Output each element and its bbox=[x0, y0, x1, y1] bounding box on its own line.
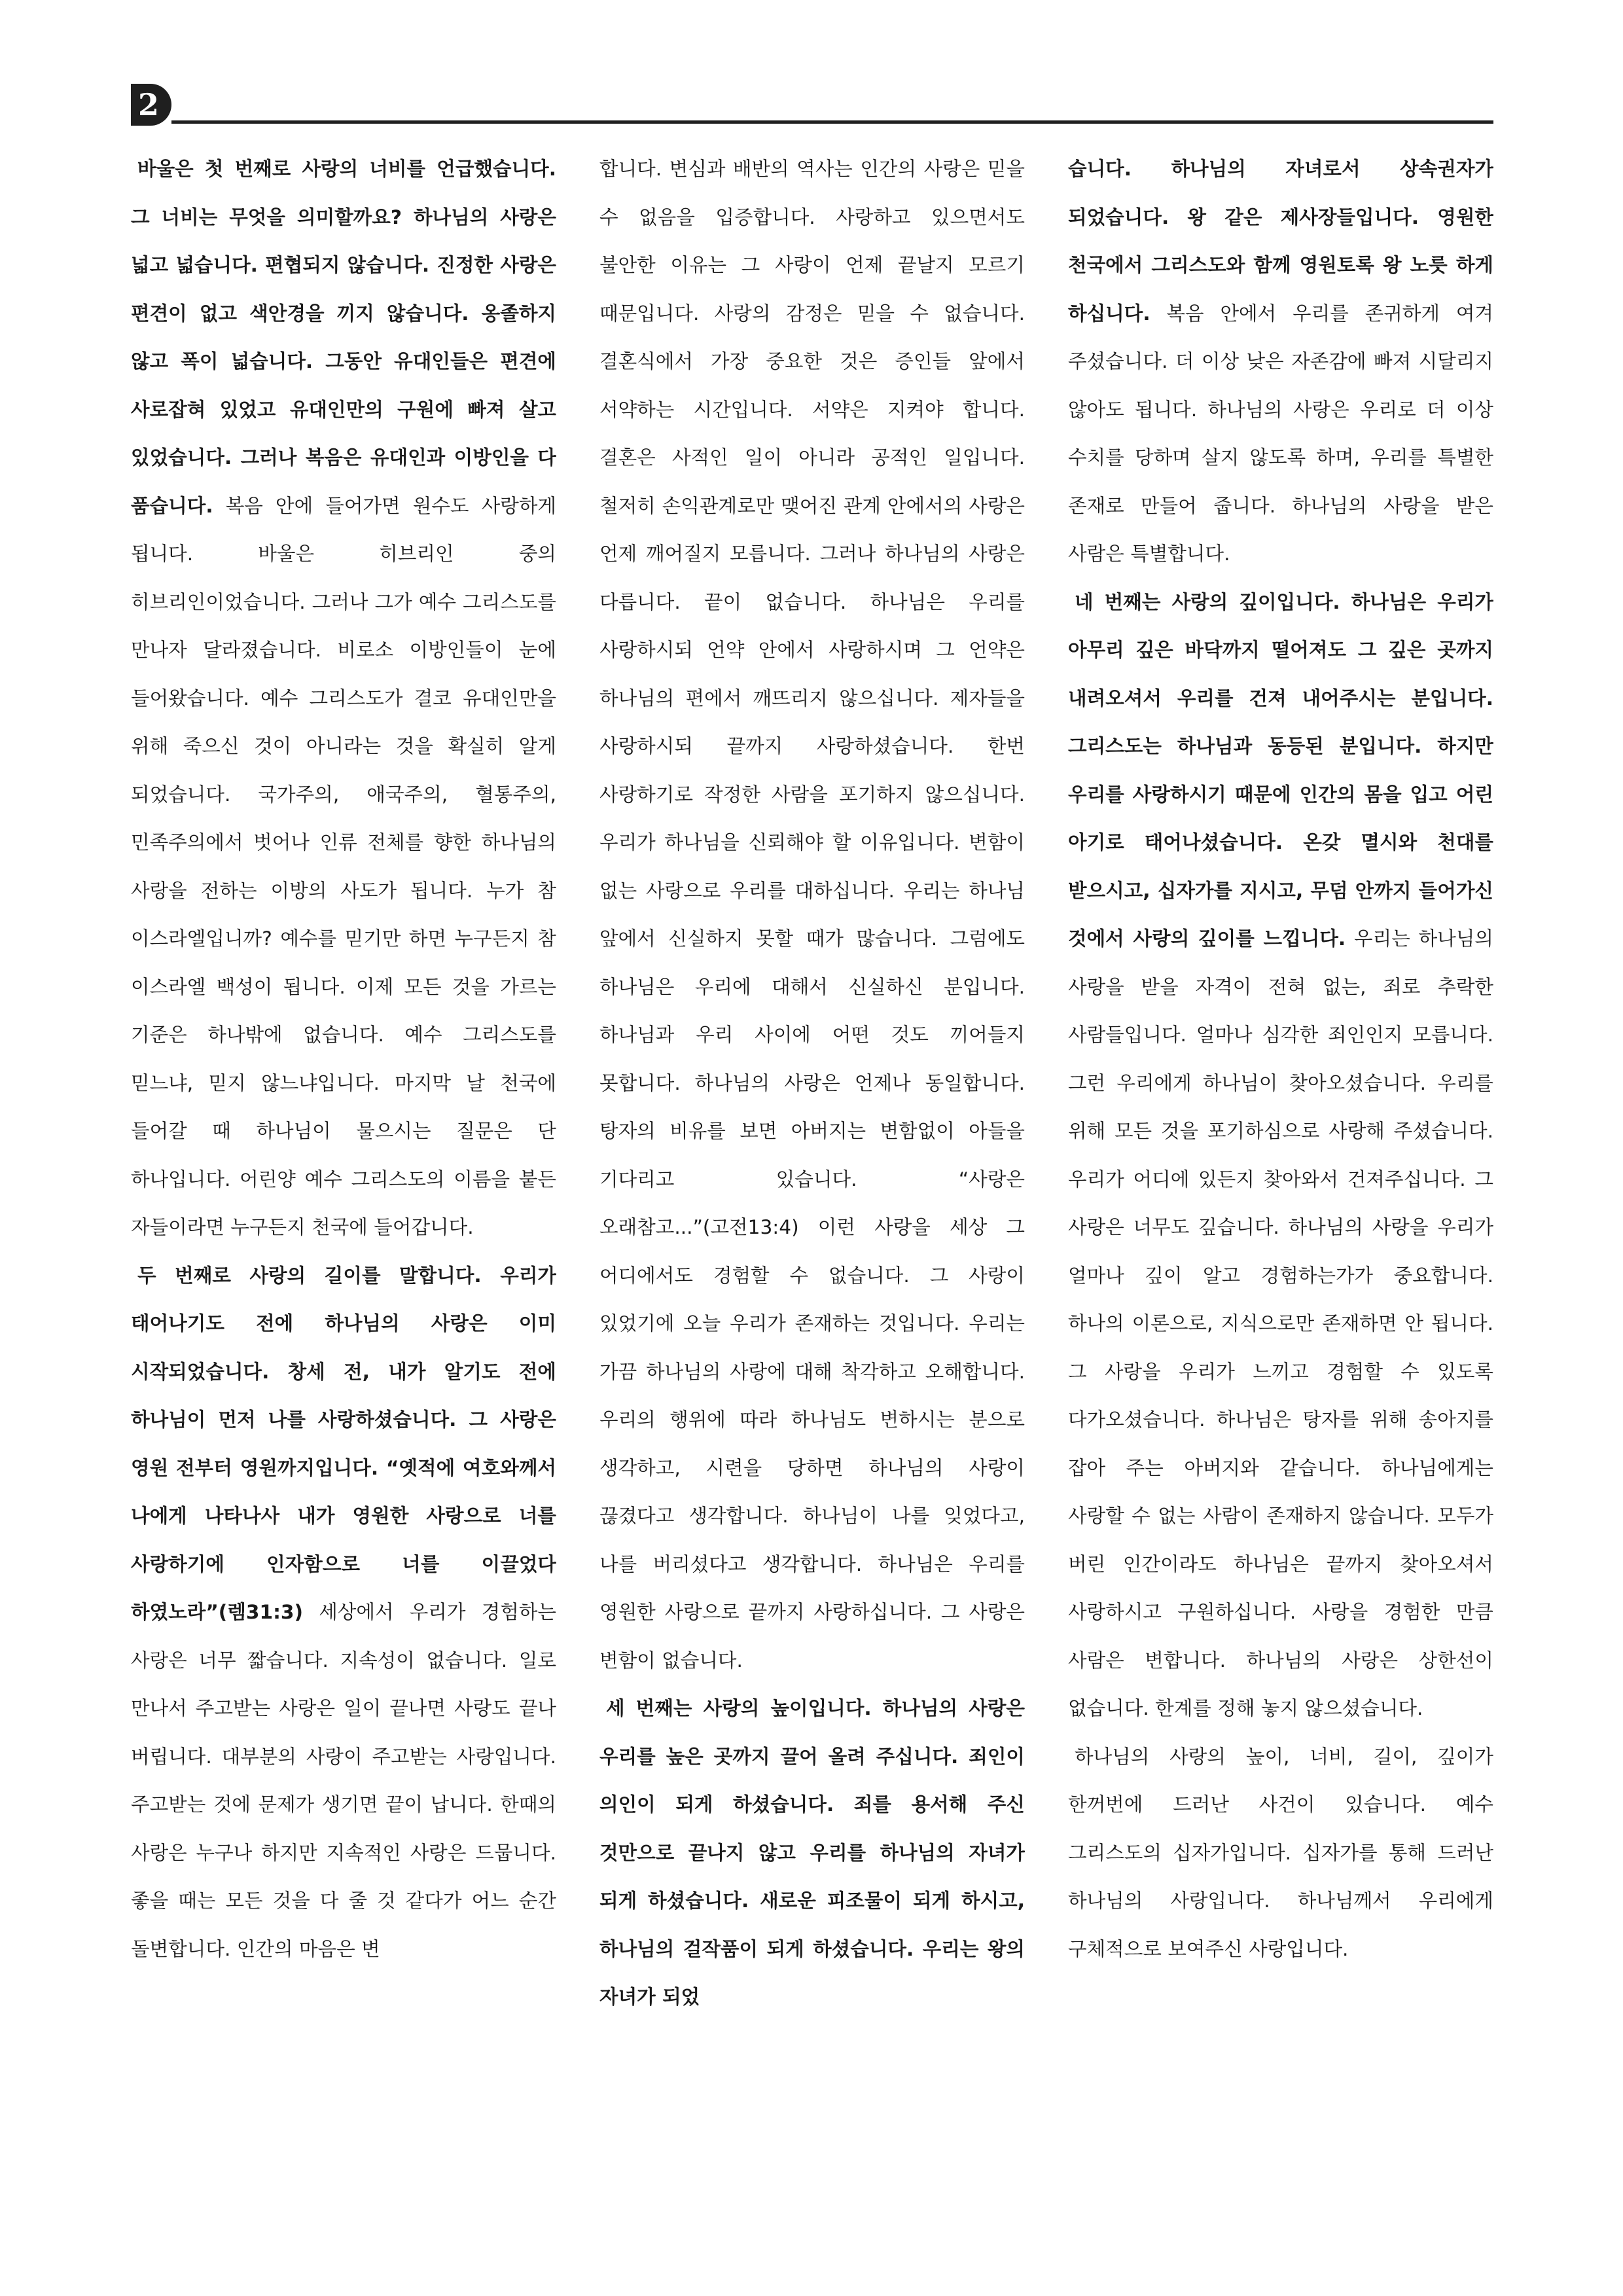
paragraph-text: 우리는 하나님의 사랑을 받을 자격이 전혀 없는, 죄로 추락한 사람들입니다. 얼마나 심각한 죄인인지 모릅니다. 그런 우리에게 하나님이 찾아오셨습니다. 우리를 위해 모든 것을 포기하심으로 사랑해 주셨습니다. 우리가 어디에 있든지 찾아와서 건져주십니다. 그 사랑은 너무도 깊습니다. 하나님의 사랑을 우리가 얼마나 깊이 알고 경험하는가가 중요합니다. 하나의 이론으로, 지식으로만 존재하면 안 됩니다. 그 사랑을 우리가 느끼고 경험할 수 있도록 다가오셨습니다. 하나님은 탕자를 위해 송아지를 잡아 주는 아버지와 같습니다. 하나님에게는 사랑할 수 없는 사람이 존재하지 않습니다. 모두가 버린 인간이라도 하나님은 끝까지 찾아오셔서 사랑하시고 구원하십니다. 사랑을 경험한 만큼 사람은 변합니다. 하나님의 사랑은 상한선이 없습니다. 한계를 정해 놓지 않으셨습니다. bbox=[1068, 927, 1493, 1719]
paragraph-text: 복음 안에서 우리를 존귀하게 여겨 주셨습니다. 더 이상 낮은 자존감에 빠져 시달리지 않아도 됩니다. 하나님의 사랑은 우리로 더 이상 수치를 당하며 살지 않도록 하며, 우리를 특별한 존재로 만들어 줍니다. 하나님의 사랑을 받은 사람은 특별합니다. bbox=[1068, 302, 1493, 565]
header-rule bbox=[171, 120, 1493, 124]
paragraph-conclusion bbox=[1068, 1733, 1493, 1974]
paragraph-emphasis: 바울은 첫 번째로 사랑의 너비를 언급했습니다. 그 너비는 무엇을 의미할까요? 하나님의 사랑은 넓고 넓습니다. 편협되지 않습니다. 진정한 사랑은 편견이 없고 색안경을 끼지 않습니다. 옹졸하지 않고 폭이 넓습니다. 그동안 유대인들은 편견에 사로잡혀 있었고 유대인만의 구원에 빠져 살고 있었습니다. 그러나 복음은 유대인과 이방인을 다 품습니다. bbox=[131, 158, 556, 517]
paragraph-length bbox=[131, 1252, 556, 1974]
paragraph-height-continued bbox=[1068, 145, 1493, 579]
paragraph-text: 합니다. 변심과 배반의 역사는 인간의 사랑은 믿을 수 없음을 입증합니다. 사랑하고 있으면서도 불안한 이유는 그 사랑이 언제 끝날지 모르기 때문입니다. 사랑의 감정은 믿을 수 없습니다. 결혼식에서 가장 중요한 것은 증인들 앞에서 서약하는 시간입니다. 서약은 지켜야 합니다. 결혼은 사적인 일이 아니라 공적인 일입니다. 철저히 손익관계로만 맺어진 관계 안에서의 사랑은 언제 깨어질지 모릅니다. 그러나 하나님의 사랑은 다릅니다. 끝이 없습니다. 하나님은 우리를 사랑하시되 언약 안에서 사랑하시며 그 언약은 하나님의 편에서 깨뜨리지 않으십니다. 제자들을 사랑하시되 끝까지 사랑하셨습니다. 한번 사랑하기로 작정한 사람을 포기하지 않으십니다. 우리가 하나님을 신뢰해야 할 이유입니다. 변함이 없는 사랑으로 우리를 대하십니다. 우리는 하나님 앞에서 신실하지 못할 때가 많습니다. 그럼에도 하나님은 우리에 대해서 신실하신 분입니다. 하나님과 우리 사이에 어떤 것도 끼어들지 못합니다. 하나님의 사랑은 언제나 동일합니다. 탕자의 비유를 보면 아버지는 변함없이 아들을 기다리고 있습니다. “사랑은 오래참고...”(고전13:4) 이런 사랑을 세상 그 어디에서도 경험할 수 없습니다. 그 사랑이 있었기에 오늘 우리가 존재하는 것입니다. 우리는 가끔 하나님의 사랑에 대해 착각하고 오해합니다. 우리의 행위에 따라 하나님도 변하시는 분으로 생각하고, 시련을 당하면 하나님의 사랑이 끊겼다고 생각합니다. 하나님이 나를 잊었다고, 나를 버리셨다고 생각합니다. 하나님은 우리를 영원한 사랑으로 끝까지 사랑하십니다. 그 사랑은 변함이 없습니다. bbox=[599, 158, 1025, 1672]
paragraph-emphasis: 습니다. 하나님의 자녀로서 상속권자가 되었습니다. 왕 같은 제사장들입니다. 영원한 천국에서 그리스도와 함께 영원토록 왕 노릇 하게 하십니다. bbox=[1068, 158, 1493, 325]
paragraph-emphasis: 두 번째로 사랑의 길이를 말합니다. 우리가 태어나기도 전에 하나님의 사랑은 이미 시작되었습니다. 창세 전, 내가 알기도 전에 하나님이 먼저 나를 사랑하셨습니다. 그 사랑은 영원 전부터 영원까지입니다. “옛적에 여호와께서 나에게 나타나사 내가 영원한 사랑으로 너를 사랑하기에 인자함으로 너를 이끌었다 하였노라”(렘31:3) bbox=[131, 1264, 556, 1623]
paragraph-depth bbox=[1068, 579, 1493, 1733]
page-number: 2 bbox=[131, 84, 171, 126]
paragraph-text: 세상에서 우리가 경험하는 사랑은 너무 짧습니다. 지속성이 없습니다. 일로 만나서 주고받는 사랑은 일이 끝나면 사랑도 끝나 버립니다. 대부분의 사랑이 주고받는 사랑입니다. 주고받는 것에 문제가 생기면 끝이 납니다. 한때의 사랑은 누구나 하지만 지속적인 사랑은 드뭅니다. 좋을 때는 모든 것을 다 줄 것 같다가 어느 순간 돌변합니다. 인간의 마음은 변 bbox=[131, 1601, 556, 1960]
paragraph-text: 복음 안에 들어가면 원수도 사랑하게 됩니다. 바울은 히브리인 중의 히브리인이었습니다. 그러나 그가 예수 그리스도를 만나자 달라졌습니다. 비로소 이방인들이 눈에 들어왔습니다. 예수 그리스도가 결코 유대인만을 위해 죽으신 것이 아니라는 것을 확실히 알게 되었습니다. 국가주의, 애국주의, 혈통주의, 민족주의에서 벗어나 인류 전체를 향한 하나님의 사랑을 전하는 이방의 사도가 됩니다. 누가 참 이스라엘입니까? 예수를 믿기만 하면 누구든지 참 이스라엘 백성이 됩니다. 이제 모든 것을 가르는 기준은 하나밖에 없습니다. 예수 그리스도를 믿느냐, 믿지 않느냐입니다. 마지막 날 천국에 들어갈 때 하나님이 물으시는 질문은 단 하나입니다. 어린양 예수 그리스도의 이름을 붙든 자들이라면 누구든지 천국에 들어갑니다. bbox=[131, 494, 556, 1238]
paragraph-emphasis: 네 번째는 사랑의 깊이입니다. 하나님은 우리가 아무리 깊은 바닥까지 떨어져도 그 깊은 곳까지 내려오셔서 우리를 건져 내어주시는 분입니다. 그리스도는 하나님과 동등된 분입니다. 하지만 우리를 사랑하시기 때문에 인간의 몸을 입고 어린 아기로 태어나셨습니다. 온갖 멸시와 천대를 받으시고, 십자가를 지시고, 무덤 안까지 들어가신 것에서 사랑의 깊이를 느낍니다. bbox=[1068, 590, 1493, 950]
paragraph-breadth bbox=[131, 145, 556, 1252]
paragraph-length-continued bbox=[599, 145, 1025, 1685]
article-body bbox=[131, 145, 1493, 2253]
text-column-1 bbox=[131, 145, 556, 2253]
paragraph-text: 하나님의 사랑의 높이, 너비, 길이, 깊이가 한꺼번에 드러난 사건이 있습니다. 예수 그리스도의 십자가입니다. 십자가를 통해 드러난 하나님의 사랑입니다. 하나님께서 우리에게 구체적으로 보여주신 사랑입니다. bbox=[1068, 1745, 1493, 1960]
page-header bbox=[131, 84, 1493, 126]
text-column-3 bbox=[1068, 145, 1493, 2253]
text-column-2 bbox=[599, 145, 1025, 2253]
paragraph-height bbox=[599, 1685, 1025, 2022]
paragraph-emphasis: 세 번째는 사랑의 높이입니다. 하나님의 사랑은 우리를 높은 곳까지 끌어 올려 주십니다. 죄인이 의인이 되게 하셨습니다. 죄를 용서해 주신 것만으로 끝나지 않고 우리를 하나님의 자녀가 되게 하셨습니다. 새로운 피조물이 되게 하시고, 하나님의 걸작품이 되게 하셨습니다. 우리는 왕의 자녀가 되었 bbox=[599, 1697, 1025, 2008]
